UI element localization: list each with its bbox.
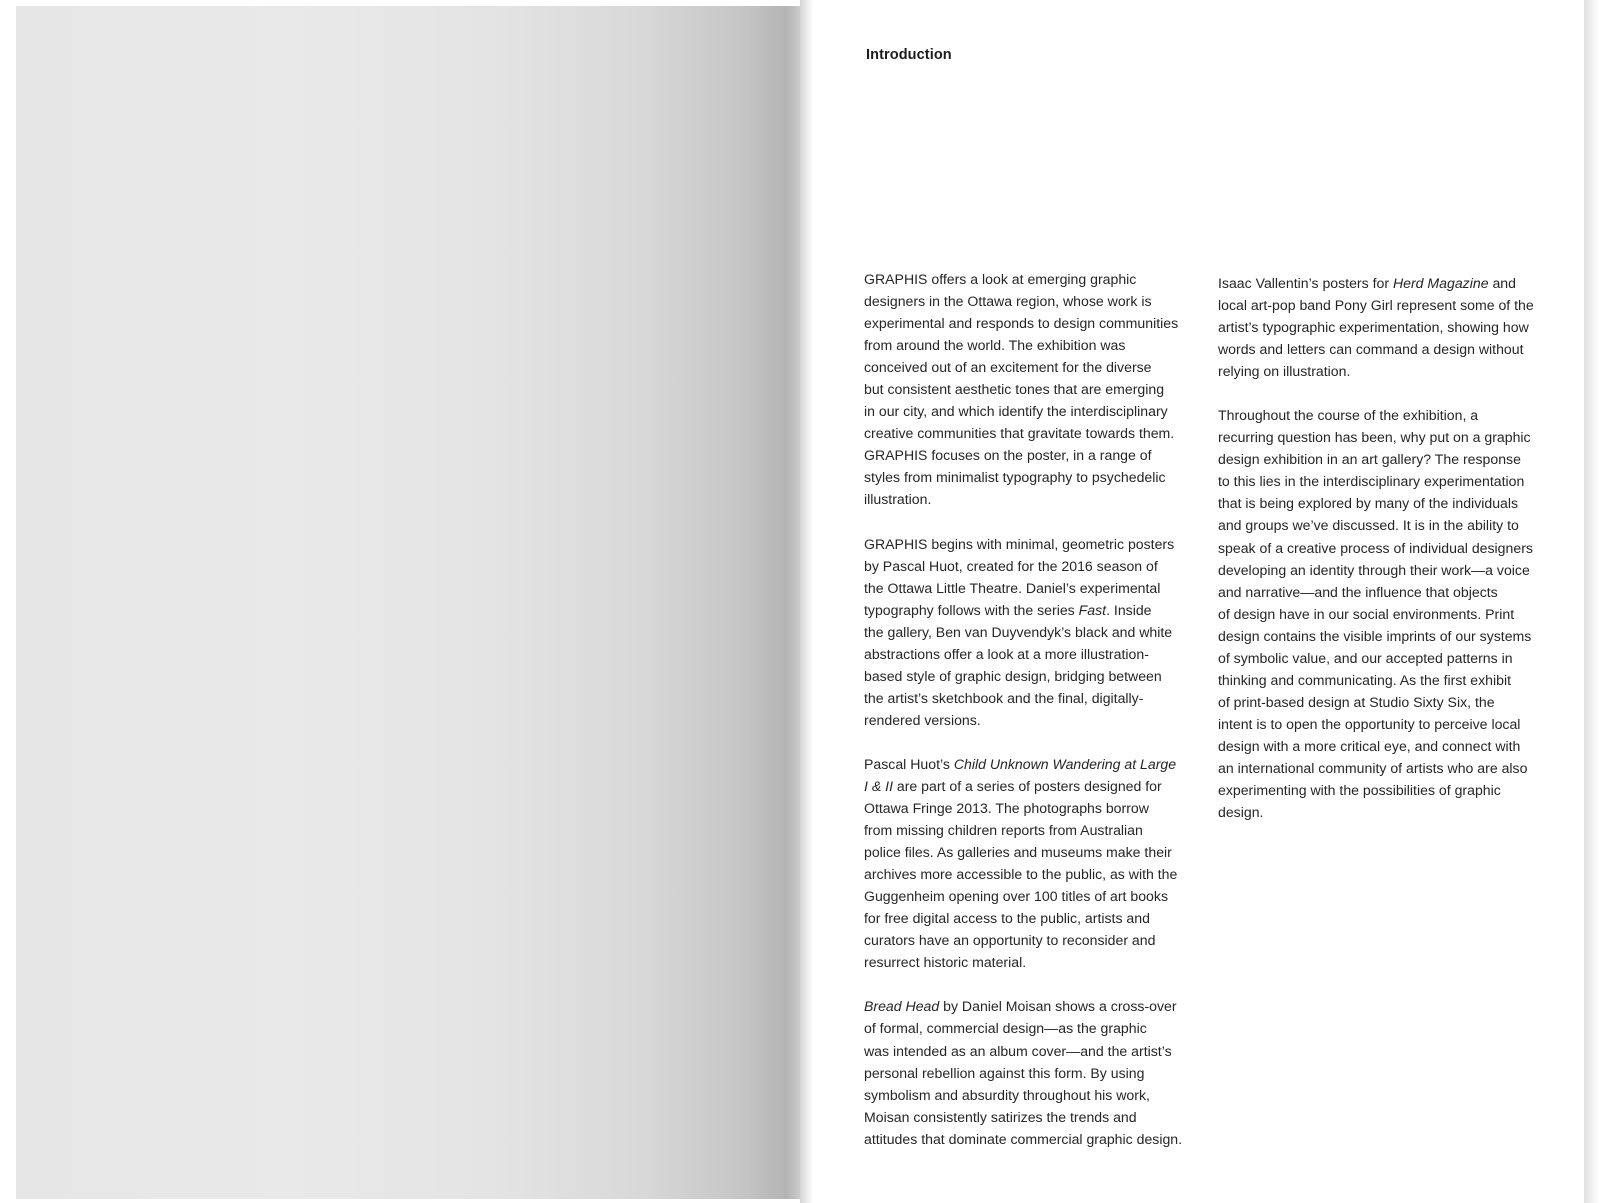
text-column-right <box>1218 272 1563 845</box>
paragraph-text: by Daniel Moisan shows a cross-over of formal, commercial design—as the graphic was intended as an album cover—and the artist’s personal rebellion against this form. By using symbolism and absurdity throughout his work, Moisan consistently satirizes the trends and attitudes that dominate commercial graphic design. <box>864 998 1183 1147</box>
page-edge <box>1584 0 1600 1203</box>
paragraph-graphis-overview: GRAPHIS offers a look at emerging graphic designers in the Ottawa region, whose work is experimental and responds to design communities from around the world. The exhibition was conceived out of an excitement for the diverse but consistent aesthetic tones that are emerging in our city, and which identify the interdisciplinary creative communities that gravitate towards them. GRAPHIS focuses on the poster, in a range of styles from minimalist typography to psychedelic illustration. <box>864 271 1179 508</box>
text-column-left <box>864 268 1204 1172</box>
paragraph-text: GRAPHIS begins with minimal, geometric posters by Pascal Huot, created for the 2016 season of the Ottawa Little Theatre. Daniel’s experimental typography follows with the series <box>864 535 1175 618</box>
title-bread-head: Bread Head <box>864 998 940 1015</box>
section-title: Introduction <box>866 47 952 63</box>
paragraph-text: and local art-pop band Pony Girl represent some of the artist’s typographic experimentation, showing how words and letters can command a design without relying on illustration. <box>1218 275 1534 380</box>
paragraph-throughout-exhibition: Throughout the course of the exhibition, a recurring question has been, why put on a graphic design exhibition in an art gallery? The response to this lies in the interdisciplinary experimentation that is being explored by many of the individuals and groups we’ve discussed. It is in the ability to speak of a creative process of individual designers developing an identity through their work—a voice and narrative—and the influence that objects of design have in our social environments. Print design contains the visible imprints of our systems of symbolic value, and our accepted patterns in thinking and communicating. As the first exhibit of print-based design at Studio Sixty Six, the intent is to open the opportunity to perceive local design with a more critical eye, and connect with an international community of artists who are also experimenting with the possibilities of graphic design. <box>1218 407 1533 821</box>
paragraph-isaac-vallentin <box>1218 272 1563 382</box>
paragraph-graphis-begins <box>864 533 1204 731</box>
left-page-blank <box>16 6 802 1199</box>
paragraph-bread-head <box>864 995 1204 1149</box>
paragraph-text: Pascal Huot’s <box>864 755 954 772</box>
paragraph-text: Isaac Vallentin’s posters for <box>1218 275 1393 291</box>
paragraph-pascal-huot <box>864 753 1204 973</box>
title-child-unknown: Child Unknown Wandering at Large I & II <box>864 755 1177 794</box>
paragraph-text: . Inside the gallery, Ben van Duyvendyk’s black and white abstractions offer a look at a more illustration- based style of graphic design, bridging between the artist’s sketchbook and the final, digitally- rendered versions. <box>864 601 1173 728</box>
title-fast: Fast <box>1078 601 1107 618</box>
paragraph-text: are part of a series of posters designed for Ottawa Fringe 2013. The photographs borrow from missing children reports from Australian police files. As galleries and museums make their archives more accessible to the public, as with the Guggenheim opening over 100 titles of art books for free digital access to the public, artists and curators have an opportunity to reconsider and resurrect historic material. <box>864 777 1178 971</box>
title-herd-magazine: Herd Magazine <box>1392 275 1489 291</box>
